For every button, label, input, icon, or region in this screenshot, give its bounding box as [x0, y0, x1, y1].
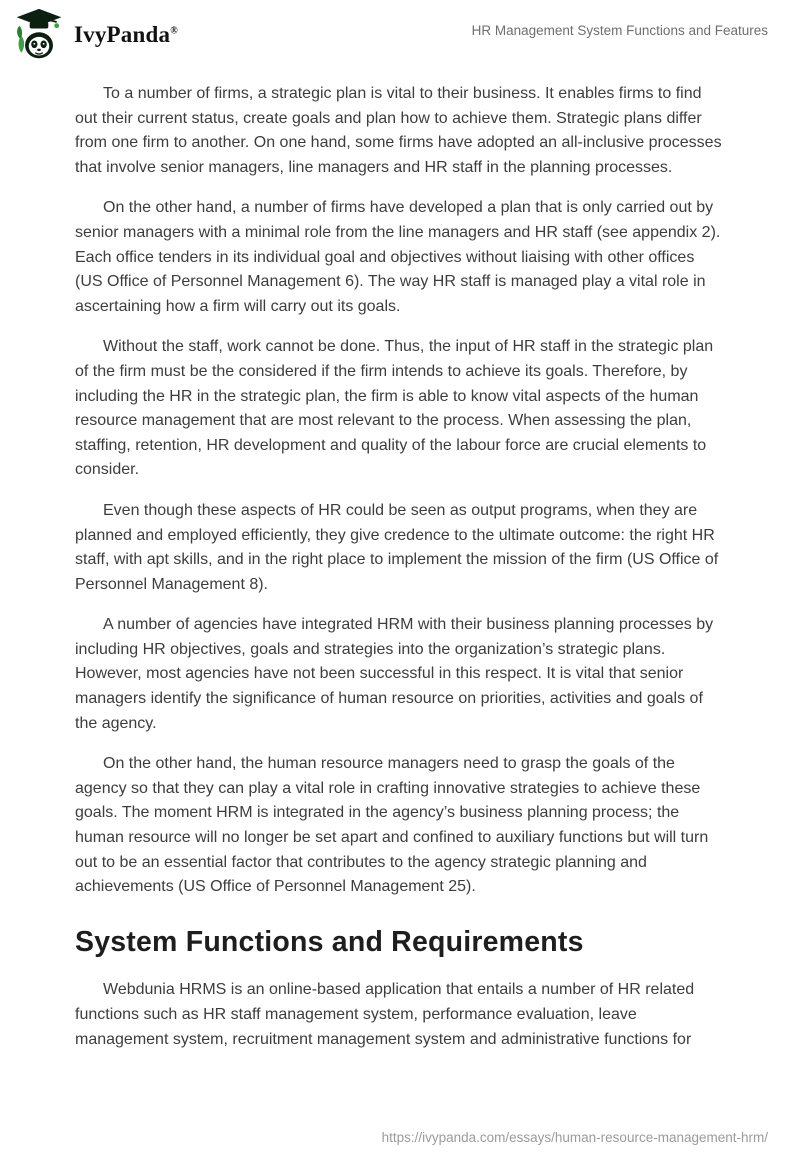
source-url-link[interactable]: https://ivypanda.com/essays/human-resource-management-hrm/ [381, 1130, 768, 1145]
page-header [0, 0, 800, 62]
section-heading: System Functions and Requirements [75, 925, 584, 958]
document-title: HR Management System Functions and Features [471, 23, 768, 38]
document-body [0, 62, 800, 1052]
paragraph: Webdunia HRMS is an online-based application that entails a number of HR related functions such as HR staff management system, performance evaluation, leave management system, recruitment management system and administrative functions for [75, 981, 695, 1048]
paragraph: Even though these aspects of HR could be seen as output programs, when they are planned and employed efficiently, they give credence to the ultimate outcome: the right HR staff, with apt skills, and in the right place to implement the mission of the firm (US Office of Personnel Management 8). [75, 501, 719, 593]
paragraph: Without the staff, work cannot be done. Thus, the input of HR staff in the strategic plan of the firm must be the considered if the firm intends to achieve its goals. Therefore, by including the HR in the strategic plan, the firm is able to know vital aspects of the human resource management that are most relevant to the process. When assessing the plan, staffing, retention, HR development and quality of the labour force are crucial elements to consider. [75, 338, 714, 479]
paragraph: A number of agencies have integrated HRM with their business planning processes by including HR objectives, goals and strategies into the organization’s strategic plans. However, most agencies have not been successful in this respect. It is vital that senior managers identify the significance of human resource on priorities, activities and goals of the agency. [75, 616, 714, 732]
paragraph: On the other hand, a number of firms have developed a plan that is only carried out by senior managers with a minimal role from the line managers and HR staff (see appendix 2). Each office tenders in its individual goal and objectives without liaising with other offices (US Office of Personnel Management 6). The way HR staff is managed play a vital role in ascertaining how a firm will carry out its goals. [75, 199, 721, 315]
paragraph: To a number of firms, a strategic plan is vital to their business. It enables firms to find out their current status, create goals and plan how to achieve them. Strategic plans differ from one firm to another. On one hand, some firms have adopted an all-inclusive processes that involve senior managers, line managers and HR staff in the planning processes. [75, 85, 722, 176]
brand-name: IvyPanda® [74, 22, 178, 47]
ivypanda-brand[interactable] [14, 8, 178, 62]
paragraph: On the other hand, the human resource managers need to grasp the goals of the agency so that they can play a vital role in crafting innovative strategies to achieve these goals. The moment HRM is integrated in the agency’s business planning process; the human resource will no longer be set apart and confined to auxiliary functions but will turn out to be an essential factor that contributes to the agency strategic planning and achievements (US Office of Personnel Management 25). [75, 755, 709, 896]
ivypanda-logo-icon [14, 8, 64, 62]
registered-mark: ® [170, 25, 178, 37]
